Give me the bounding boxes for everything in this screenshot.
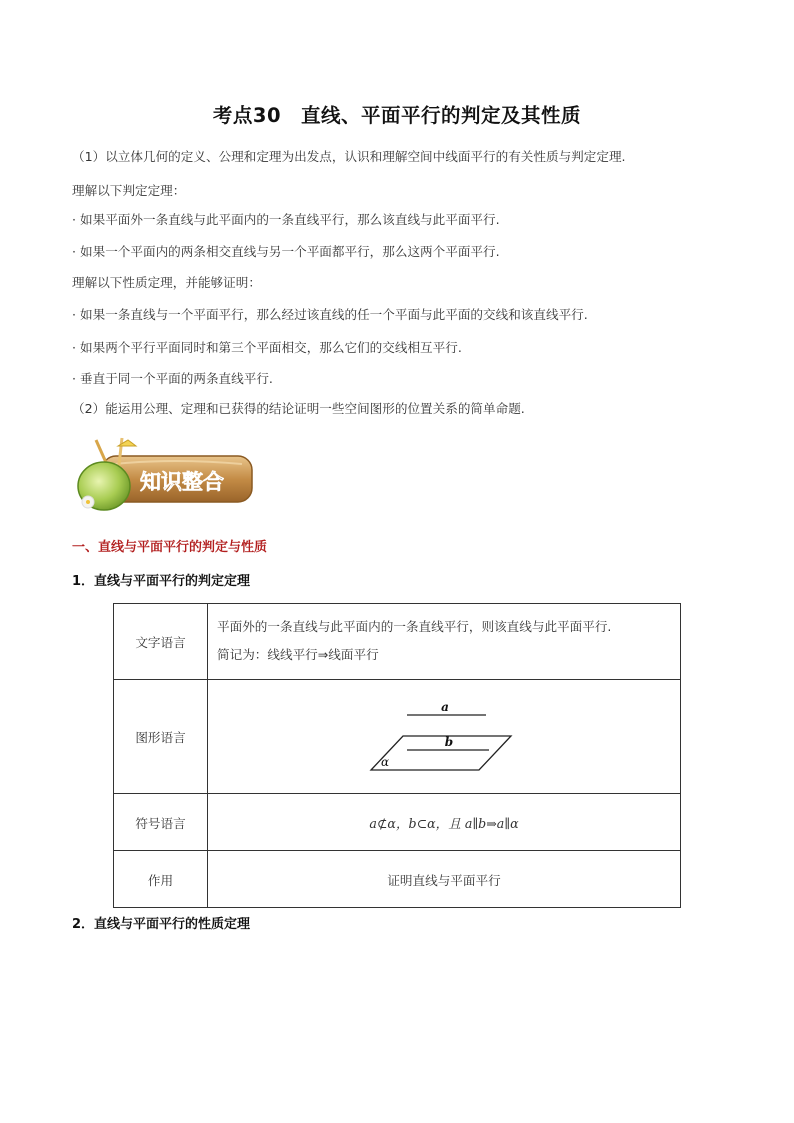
intro-bullet-5: · 垂直于同一个平面的两条直线平行.: [72, 371, 273, 386]
row-label: 文字语言: [114, 604, 208, 680]
table-row: [114, 680, 681, 794]
intro-bullet-3: · 如果一条直线与一个平面平行，那么经过该直线的任一个平面与此平面的交线和该直线平行.: [72, 307, 588, 322]
label-a: a: [441, 700, 449, 714]
intro-bullet-2: · 如果一个平面内的两条相交直线与另一个平面都平行，那么这两个平面平行.: [72, 244, 500, 259]
intro-paragraph-1: （1）以立体几何的定义、公理和定理为出发点，认识和理解空间中线面平行的有关性质与判定定理.: [72, 149, 626, 164]
theorem-shorthand: 简记为：线线平行⇒线面平行: [217, 647, 379, 662]
row-label: 图形语言: [114, 680, 208, 794]
theorem-statement: 平面外的一条直线与此平面内的一条直线平行，则该直线与此平面平行.: [217, 619, 612, 634]
figure-cell: [208, 680, 681, 794]
row-label: 符号语言: [114, 794, 208, 851]
page-title: 考点30 直线、平面平行的判定及其性质: [212, 104, 582, 127]
subsection-heading-1: 1．直线与平面平行的判定定理: [72, 574, 251, 589]
subsection-heading-2: 2．直线与平面平行的性质定理: [72, 917, 251, 932]
table-row: [114, 604, 681, 680]
usage-cell: 证明直线与平面平行: [208, 851, 681, 908]
theorem-table: [113, 603, 681, 908]
plane-alpha: [371, 736, 511, 770]
label-alpha: α: [380, 755, 390, 769]
symbol-language-cell: a⊄α，b⊂α，且 a∥b⇒a∥α: [208, 794, 681, 851]
section-heading: 一、直线与平面平行的判定与性质: [72, 540, 268, 555]
intro-bullet-1: · 如果平面外一条直线与此平面内的一条直线平行，那么该直线与此平面平行.: [72, 212, 500, 227]
intro-paragraph-2: 理解以下判定定理：: [72, 183, 186, 198]
table-row: [114, 794, 681, 851]
table-row: [114, 851, 681, 908]
intro-paragraph-3: 理解以下性质定理，并能够证明：: [72, 275, 261, 290]
line-plane-figure: [209, 681, 685, 792]
text-language-cell: [208, 604, 681, 680]
label-b: b: [444, 735, 454, 749]
banner-text: 知识整合: [140, 470, 224, 494]
intro-paragraph-4: （2）能运用公理、定理和已获得的结论证明一些空间图形的位置关系的简单命题.: [72, 401, 525, 416]
intro-bullet-4: · 如果两个平行平面同时和第三个平面相交，那么它们的交线相互平行.: [72, 340, 462, 355]
knowledge-banner: [74, 436, 254, 514]
row-label: 作用: [114, 851, 208, 908]
